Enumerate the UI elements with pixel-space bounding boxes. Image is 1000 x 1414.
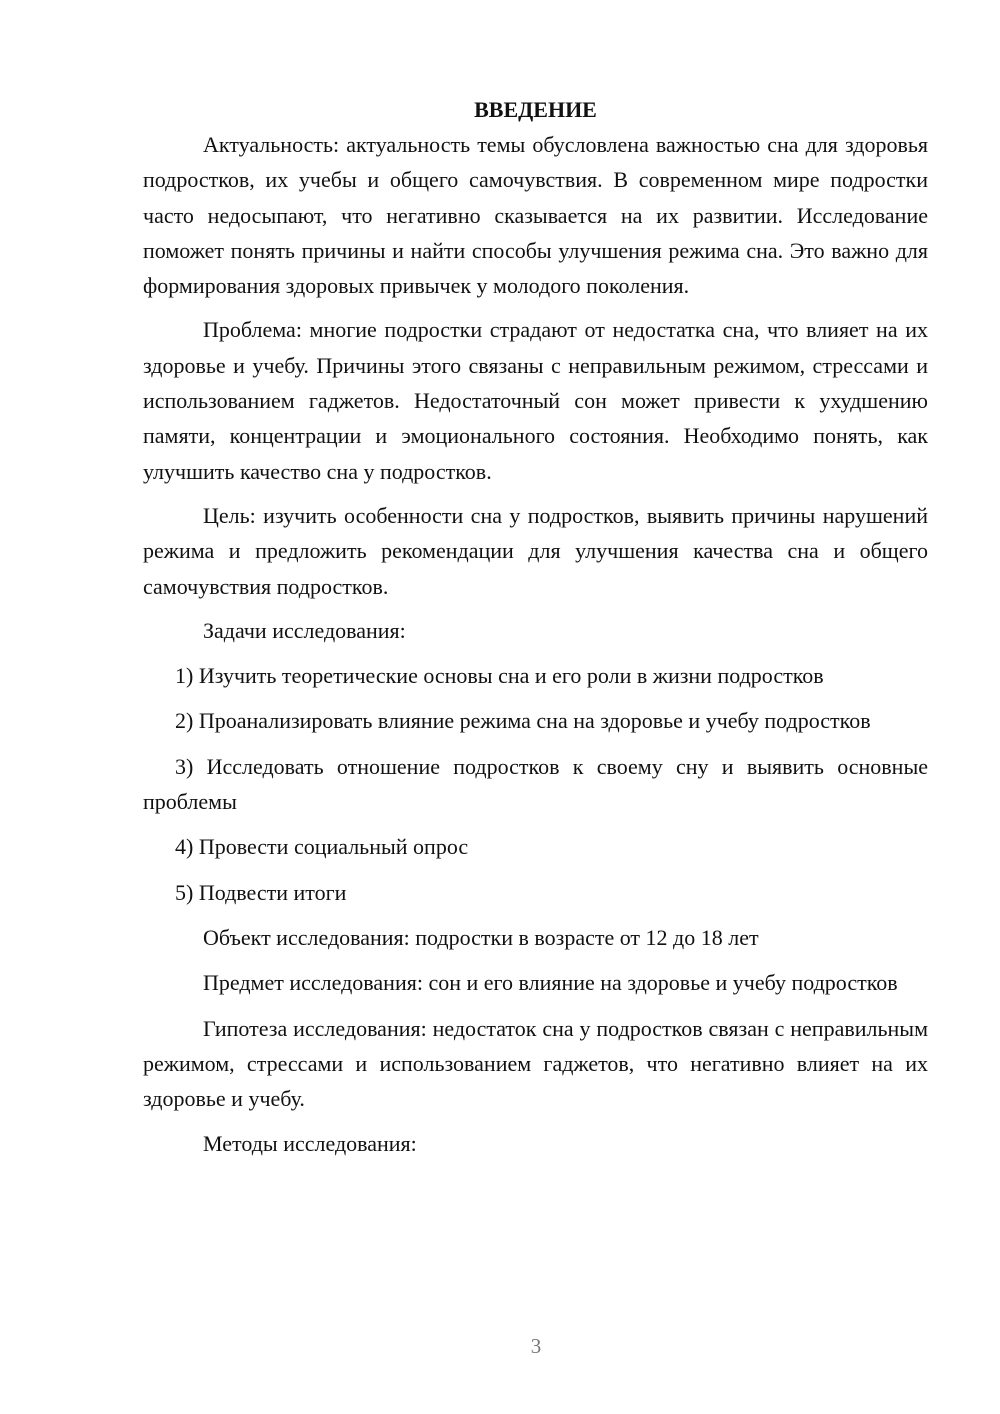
task-item: 1) Изучить теоретические основы сна и его роли в жизни подростков [175, 663, 824, 689]
task-item: 4) Провести социальный опрос [175, 834, 469, 860]
relevance-paragraph: Актуальность: актуальность темы обусловлена важностью сна для здоровья подростков, их учебы и общего самочувствия. В современном мире подростки часто недосыпают, что негативно сказывается на их развитии. Исследование поможет понять причины и найти способы улучшения режима сна. Это важно для формирования здоровых привычек у молодого поколения. [143, 132, 928, 299]
object-paragraph: Объект исследования: подростки в возрасте от 12 до 18 лет [203, 924, 759, 950]
page-number: 3 [530, 1334, 542, 1358]
page-content [143, 92, 928, 1172]
subject-paragraph: Предмет исследования: сон и его влияние на здоровье и учебу подростков [203, 970, 898, 996]
task-item: 2) Проанализировать влияние режима сна на здоровье и учебу подростков [175, 708, 871, 734]
task-item: 5) Подвести итоги [175, 879, 347, 905]
methods-paragraph: Методы исследования: [203, 1131, 417, 1157]
tasks-heading: Задачи исследования: [203, 617, 406, 643]
problem-paragraph: Проблема: многие подростки страдают от недостатка сна, что влияет на их здоровье и учебу. Причины этого связаны с неправильным режимом, стрессами и использованием гаджетов. Недостаточный сон может привести к ухудшению памяти, концентрации и эмоционального состояния. Необходимо понять, как улучшить качество сна у подростков. [143, 317, 928, 484]
task-item: 3) Исследовать отношение подростков к своему сну и выявить основные проблемы [143, 753, 928, 815]
section-title: ВВЕДЕНИЕ [474, 97, 597, 122]
goal-paragraph: Цель: изучить особенности сна у подростков, выявить причины нарушений режима и предложить рекомендации для улучшения качества сна и общего самочувствия подростков. [143, 502, 928, 599]
hypothesis-paragraph: Гипотеза исследования: недостаток сна у подростков связан с неправильным режимом, стрессами и использованием гаджетов, что негативно влияет на их здоровье и учебу. [143, 1015, 928, 1112]
